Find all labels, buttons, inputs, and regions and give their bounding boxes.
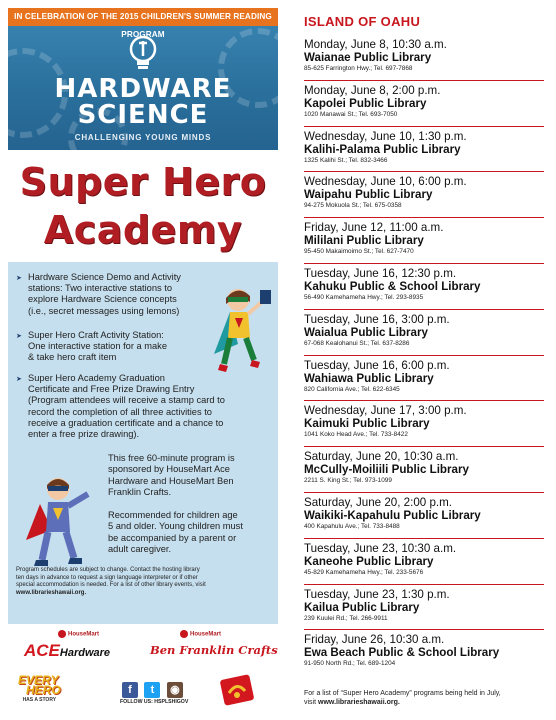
housemart-logo: HouseMart xyxy=(58,630,99,638)
event-address: 1020 Manawai St.; Tel. 693-7050 xyxy=(304,110,398,118)
sponsor-note: This free 60-minute program is sponsored by HouseMart Ace Hardware and HouseMart Ben Franklin Crafts. xyxy=(108,453,235,497)
girl-superhero-illustration xyxy=(208,284,274,376)
event-library: Waianae Public Library xyxy=(304,51,432,64)
program-details-box: ➤ Hardware Science Demo and Activity stations: Two interactive stations to explore Hardware Science concepts (i.e., secret messages using lemons) ➤ Super Hero Craft Activity Station: One interactive station for a make & take hero craft item ➤ Super Hero Academy Graduation Certificate and Free Prize Drawing Entry (Program attendees will receive a stamp card to record the completion of all three activities to receive a graduation certificate and a chance to enter a free prize drawing). This free 60-minute program is sponsored by HouseMart Ace Hardware and HouseMart Ben Franklin Crafts. Recommended for children age 5 and older. Young children must be accompanied by a parent or adult caregiver. xyxy=(8,262,278,624)
event-separator xyxy=(304,126,544,127)
event-item xyxy=(304,84,549,119)
age-recommendation: Recommended for children age 5 and older. Young children must be accompanied by a parent or adult caregiver. xyxy=(108,510,243,554)
event-separator xyxy=(304,80,544,81)
event-separator xyxy=(304,355,544,356)
social-icons xyxy=(122,680,185,698)
hardware-title: HARDWARE xyxy=(54,74,232,104)
event-separator xyxy=(304,263,544,264)
event-item xyxy=(304,38,549,73)
event-item xyxy=(304,450,549,485)
event-date: Tuesday, June 23, 1:30 p.m. xyxy=(304,587,450,601)
event-library: McCully-Moiliili Public Library xyxy=(304,463,469,477)
event-address: 67-068 Kealohanui St.; Tel. 637-8286 xyxy=(304,339,410,347)
headline-line-1: Super Hero xyxy=(19,160,267,204)
event-library: Mililani Public Library xyxy=(304,234,424,248)
event-library: Ewa Beach Public & School Library xyxy=(304,646,500,660)
event-address: 820 California Ave.; Tel. 622-6345 xyxy=(304,385,400,393)
sponsor-logos xyxy=(8,624,278,714)
event-date: Monday, June 8, 2:00 p.m. xyxy=(304,83,441,97)
island-heading: ISLAND OF OAHU xyxy=(304,14,421,29)
event-address: 95-450 Makaimoimo St.; Tel. 627-7470 xyxy=(304,248,414,256)
event-item xyxy=(304,496,549,531)
event-date: Tuesday, June 23, 10:30 a.m. xyxy=(304,541,457,555)
event-date: Friday, June 12, 11:00 a.m. xyxy=(304,221,444,235)
event-date: Monday, June 8, 10:30 a.m. xyxy=(304,38,447,51)
follow-us-label: FOLLOW US: HSPLSHIGOV xyxy=(120,699,189,705)
event-library: Kalihi-Palama Public Library xyxy=(304,142,461,156)
event-date: Tuesday, June 16, 12:30 p.m. xyxy=(304,267,457,280)
event-date: Wednesday, June 10, 1:30 p.m. xyxy=(304,129,467,143)
event-library: Waipahu Public Library xyxy=(304,188,433,202)
fine-print: Program schedules are subject to change. Contact the hosting library ten days in advance to request a sign language interpreter or if other special accommodation is needed. For a list of other library events, visit www.librarieshawaii.org. xyxy=(16,567,206,596)
event-separator xyxy=(304,400,544,401)
event-address: 56-490 Kamehameha Hwy.; Tel. 293-8935 xyxy=(304,294,424,301)
flyer-left-column xyxy=(8,8,278,713)
event-address: 91-950 North Rd.; Tel. 689-1204 xyxy=(304,660,396,668)
event-separator xyxy=(304,538,544,539)
event-date: Wednesday, June 10, 6:00 p.m. xyxy=(304,175,467,189)
event-item xyxy=(304,130,549,165)
event-library: Kailua Public Library xyxy=(304,600,420,614)
ben-franklin-crafts-logo: Ben Franklin Crafts xyxy=(150,643,278,657)
twitter-icon[interactable]: t xyxy=(144,682,160,698)
housemart-logo: HouseMart xyxy=(180,630,221,638)
event-separator xyxy=(304,171,544,172)
boy-superhero-illustration xyxy=(22,474,100,570)
science-title: SCIENCE xyxy=(77,100,209,130)
arrow-bullet-icon: ➤ xyxy=(16,275,22,282)
event-separator xyxy=(304,629,544,630)
hardware-science-banner xyxy=(8,8,278,150)
housemart-dot-icon xyxy=(180,630,188,638)
event-address: 1325 Kalihi St.; Tel. 832-3466 xyxy=(304,156,388,164)
facebook-icon[interactable]: f xyxy=(122,682,138,698)
event-library: Kaneohe Public Library xyxy=(304,554,434,568)
event-item xyxy=(304,633,549,668)
event-date: Wednesday, June 17, 3:00 p.m. xyxy=(304,404,467,418)
event-separator xyxy=(304,217,544,218)
lightbulb-wrench-icon xyxy=(126,34,160,74)
event-item xyxy=(304,267,549,302)
library-url[interactable]: www.librarieshawaii.org. xyxy=(16,589,87,596)
event-library: Waialua Public Library xyxy=(304,325,428,339)
event-address: 400 Kapahulu Ave.; Tel. 733-8488 xyxy=(304,523,400,530)
event-library: Kapolei Public Library xyxy=(304,96,427,110)
banner-tagline: CHALLENGING YOUNG MINDS xyxy=(74,133,212,142)
arrow-bullet-icon: ➤ xyxy=(16,333,22,340)
reading-program-bar: IN CELEBRATION OF THE 2015 CHILDREN'S SUMMER READING PROGRAM xyxy=(8,8,278,26)
event-address: 94-275 Mokuola St.; Tel. 675-0358 xyxy=(304,202,402,210)
event-date: Saturday, June 20, 2:00 p.m. xyxy=(304,496,453,509)
event-library: Kahuku Public & School Library xyxy=(304,280,481,293)
event-separator xyxy=(304,492,544,493)
footer-library-url[interactable]: www.librarieshawaii.org. xyxy=(318,698,400,706)
event-separator xyxy=(304,584,544,585)
hawaii-state-library-logo xyxy=(220,673,254,707)
event-separator xyxy=(304,309,544,310)
event-library: Waikiki-Kapahulu Public Library xyxy=(304,509,481,522)
event-item xyxy=(304,404,549,439)
event-library: Kaimuki Public Library xyxy=(304,417,430,431)
arrow-bullet-icon: ➤ xyxy=(16,376,22,383)
event-item xyxy=(304,175,549,210)
every-hero-logo: EVERY HERO HAS A STORY xyxy=(18,673,61,703)
instagram-icon[interactable]: ◉ xyxy=(167,682,183,698)
event-date: Friday, June 26, 10:30 a.m. xyxy=(304,633,445,647)
event-date: Tuesday, June 16, 6:00 p.m. xyxy=(304,358,450,372)
july-programs-note: For a list of “Super Hero Academy” programs being held in July, visit www.librarieshawaii.org. xyxy=(304,690,501,706)
event-address: 2211 S. King St.; Tel. 973-1099 xyxy=(304,477,392,485)
ace-hardware-logo: ACEHardware xyxy=(24,641,111,660)
event-item xyxy=(304,588,549,623)
event-address: 1041 Koko Head Ave.; Tel. 733-8422 xyxy=(304,431,408,439)
event-date: Tuesday, June 16, 3:00 p.m. xyxy=(304,312,450,326)
event-address: 45-829 Kamehameha Hwy.; Tel. 233-5676 xyxy=(304,568,424,576)
headline-line-2: Academy xyxy=(43,208,243,252)
event-item xyxy=(304,542,549,577)
event-item xyxy=(304,313,549,348)
event-address: 85-625 Farrington Hwy.; Tel. 697-7868 xyxy=(304,65,413,72)
event-address: 239 Kuulei Rd.; Tel. 266-9911 xyxy=(304,614,388,622)
event-item xyxy=(304,359,549,394)
event-library: Wahiawa Public Library xyxy=(304,371,434,385)
event-separator xyxy=(304,446,544,447)
event-item xyxy=(304,221,549,256)
housemart-dot-icon xyxy=(58,630,66,638)
event-date: Saturday, June 20, 10:30 a.m. xyxy=(304,450,459,464)
